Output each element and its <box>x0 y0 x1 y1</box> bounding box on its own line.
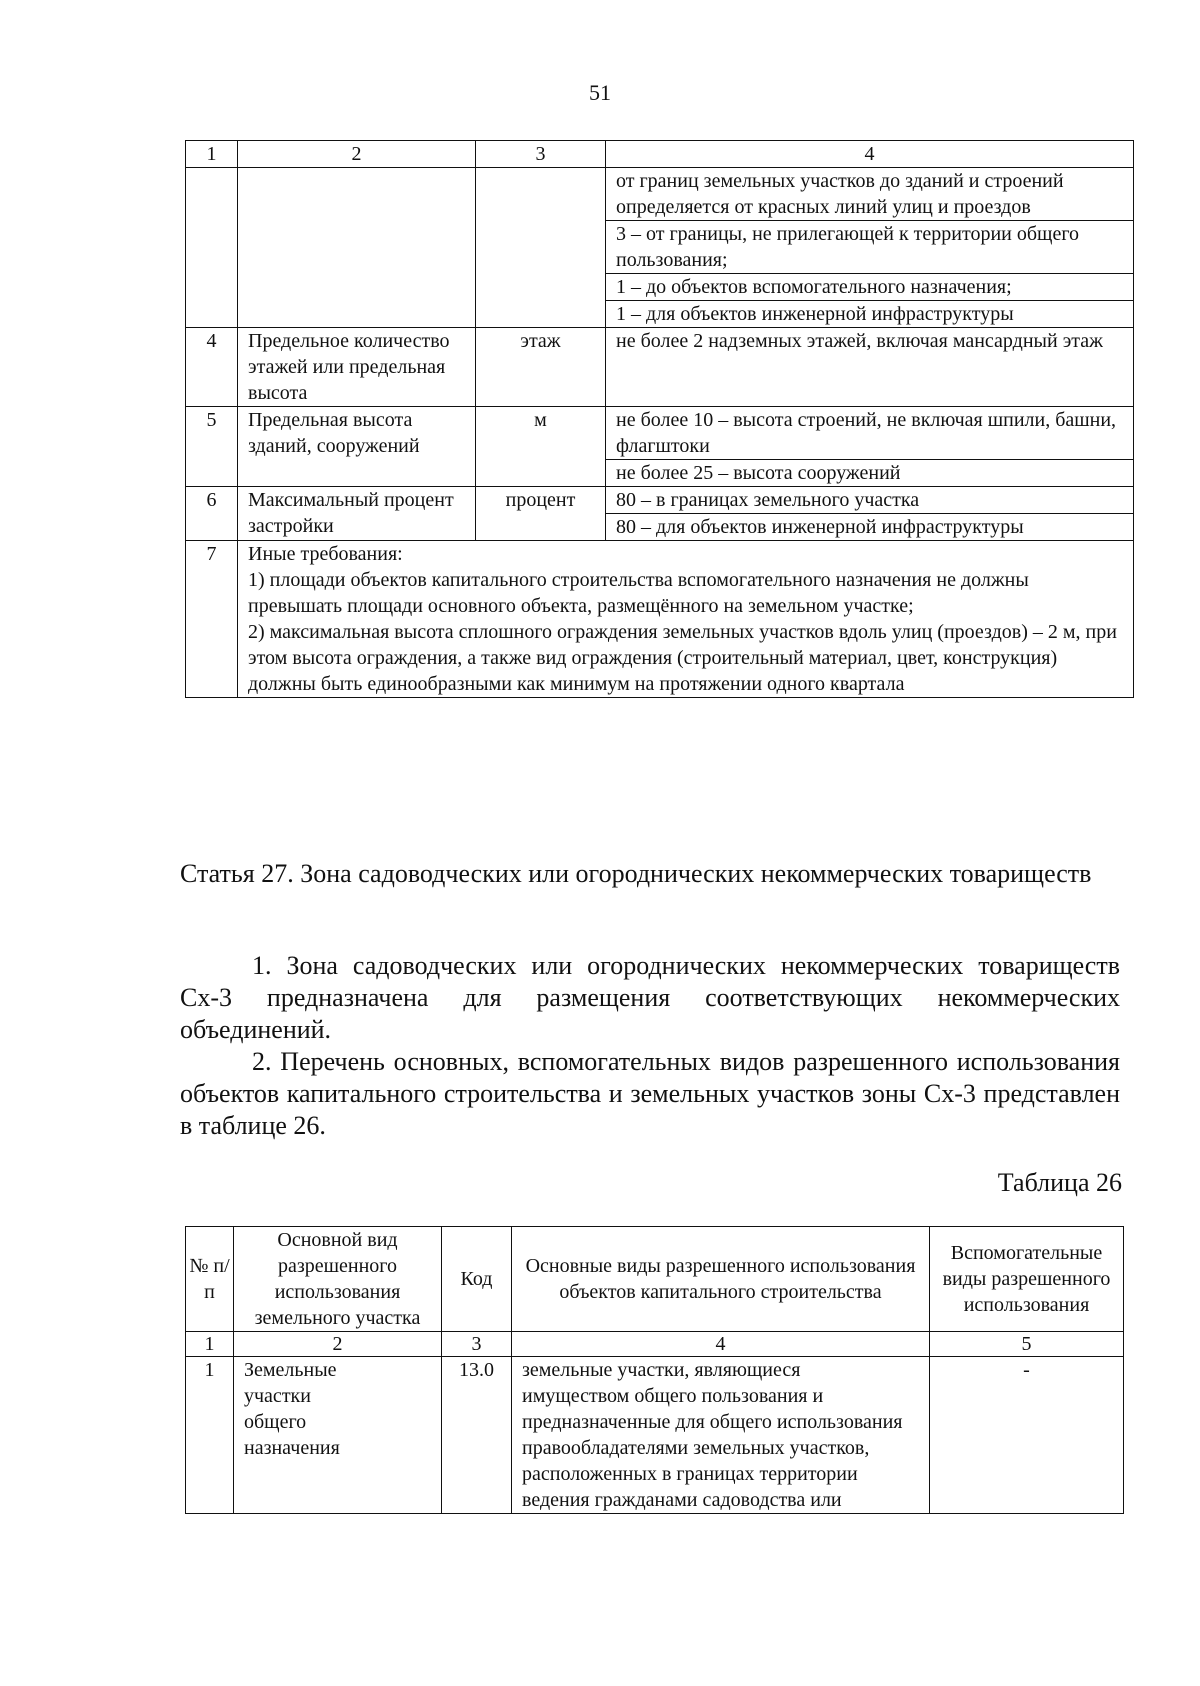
table-row <box>186 328 1134 407</box>
use-description: земельные участки, являющиеся имуществом общего пользования и предназначенные для общего использования правообладателями земельных участков, расположенных в границах территории ведения гражданами садоводства или <box>512 1357 930 1514</box>
unit-cell: м <box>476 407 606 487</box>
header-cell: Вспомогательные виды разрешенного использования <box>930 1227 1124 1332</box>
header-cell: 1 <box>186 141 238 168</box>
table-header-row <box>186 141 1134 168</box>
header-cell: 2 <box>238 141 476 168</box>
header-cell: 3 <box>476 141 606 168</box>
header-cell: № п/п <box>186 1227 234 1332</box>
column-number: 3 <box>442 1332 512 1357</box>
value-cell: 80 – в границах земельного участка <box>606 487 1134 514</box>
unit-cell: процент <box>476 487 606 541</box>
use-code: 13.0 <box>442 1357 512 1514</box>
header-cell: Основной вид разрешенного использования земельного участка <box>234 1227 442 1332</box>
table-label: Таблица 26 <box>997 1168 1122 1197</box>
table-row <box>186 407 1134 460</box>
table-row <box>186 487 1134 514</box>
row-number: 4 <box>186 328 238 407</box>
row-number: 6 <box>186 487 238 541</box>
row-number: 7 <box>186 541 238 698</box>
header-cell: Основные виды разрешенного использования объектов капитального строительства <box>512 1227 930 1332</box>
header-cell: 4 <box>606 141 1134 168</box>
regulations-table <box>185 140 1134 698</box>
requirement-item: 2) максимальная высота сплошного ограждения земельных участков вдоль улиц (проездов) – 2 м, при этом высота ограждения, а также вид ограждения (строительный материал, цвет, конструкция) должны быть единообразными как минимум на протяжении одного квартала <box>248 621 1117 695</box>
table-row <box>186 541 1134 698</box>
table-cell: 1 – для объектов инженерной инфраструктуры <box>606 301 1134 328</box>
value-cell: 80 – для объектов инженерной инфраструктуры <box>606 514 1134 541</box>
parameter-name: Предельная высота зданий, сооружений <box>238 407 476 487</box>
paragraph-1: 1. Зона садоводческих или огороднических некоммерческих товариществ Сх-3 предназначена для размещения соответствующих некоммерческих объединений. <box>180 951 1120 1044</box>
paragraph-2: 2. Перечень основных, вспомогательных видов разрешенного использования объектов капитального строительства и земельных участков зоны Сх-3 представлен в таблице 26. <box>180 1047 1120 1140</box>
row-number: 5 <box>186 407 238 487</box>
column-number-row <box>186 1332 1124 1357</box>
unit-cell: этаж <box>476 328 606 407</box>
table-cell: 3 – от границы, не прилегающей к территории общего пользования; <box>606 221 1134 274</box>
column-number: 2 <box>234 1332 442 1357</box>
column-number: 4 <box>512 1332 930 1357</box>
table-row <box>186 168 1134 221</box>
table-cell: от границ земельных участков до зданий и строений определяется от красных линий улиц и проездов <box>606 168 1134 221</box>
land-use-name: Земельные участки общего назначения <box>234 1357 442 1514</box>
value-cell: не более 25 – высота сооружений <box>606 460 1134 487</box>
parameter-name: Предельное количество этажей или предельная высота <box>238 328 476 407</box>
table-cell: 1 – до объектов вспомогательного назначения; <box>606 274 1134 301</box>
table-row <box>186 1357 1124 1514</box>
page-number: 51 <box>589 80 611 105</box>
other-requirements-cell <box>238 541 1134 698</box>
value-cell: не более 10 – высота строений, не включая шпили, башни, флагштоки <box>606 407 1134 460</box>
article-heading: Статья 27. Зона садоводческих или огороднических некоммерческих товариществ <box>180 859 1092 888</box>
row-number: 1 <box>186 1357 234 1514</box>
header-cell: Код <box>442 1227 512 1332</box>
requirements-title: Иные требования: <box>248 543 403 565</box>
auxiliary-uses: - <box>930 1357 1124 1514</box>
requirement-item: 1) площади объектов капитального строительства вспомогательного назначения не должны превышать площади основного объекта, размещённого на земельном участке; <box>248 569 1029 617</box>
value-cell: не более 2 надземных этажей, включая мансардный этаж <box>606 328 1134 407</box>
table-header-row <box>186 1227 1124 1332</box>
zone-uses-table <box>185 1226 1124 1514</box>
column-number: 1 <box>186 1332 234 1357</box>
column-number: 5 <box>930 1332 1124 1357</box>
parameter-name: Максимальный процент застройки <box>238 487 476 541</box>
